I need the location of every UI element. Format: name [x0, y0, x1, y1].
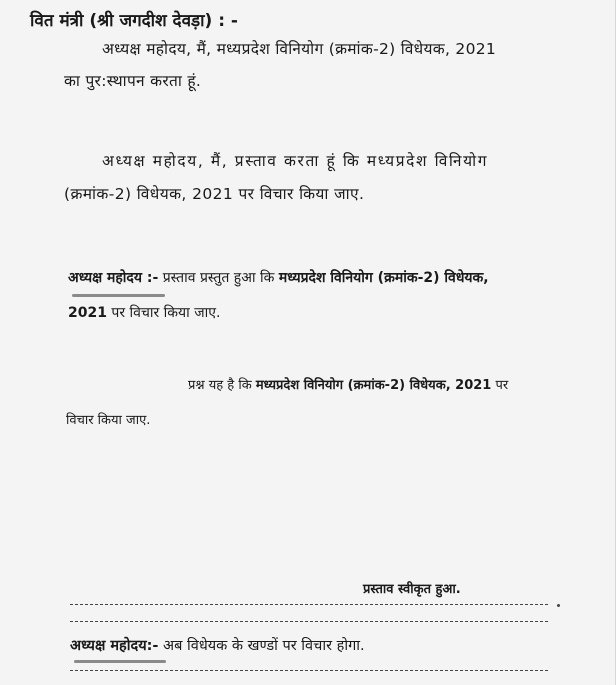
- chair-label-2: अध्यक्ष महोदय:-: [70, 638, 159, 654]
- chair-motion-text: प्रस्ताव प्रस्तुत हुआ कि: [162, 270, 275, 286]
- chair-statement-line-2: [68, 306, 220, 320]
- introduction-line-2: का पुर:स्थापन करता हूं.: [64, 72, 202, 90]
- speaker-heading: वित मंत्री (श्री जगदीश देवड़ा) : -: [30, 11, 238, 31]
- clauses-text: अब विधेयक के खण्डों पर विचार होगा.: [163, 638, 365, 654]
- motion-line-1: अध्यक्ष महोदय, मैं, प्रस्ताव करता हूं कि मध्यप्रदेश विनियोग: [102, 152, 489, 170]
- handwritten-underline: [72, 294, 165, 297]
- motion-accepted: प्रस्ताव स्वीकृत हुआ.: [363, 582, 461, 597]
- separator-dot: [557, 604, 560, 607]
- question-intro: प्रश्न यह है कि: [188, 378, 252, 393]
- bill-year: 2021: [68, 305, 107, 321]
- separator-line-bottom: [70, 670, 548, 671]
- question-bill-name: मध्यप्रदेश विनियोग (क्रमांक-2) विधेयक, 2021: [255, 378, 492, 393]
- motion-line-2: (क्रमांक-2) विधेयक, 2021 पर विचार किया जाए.: [64, 185, 365, 203]
- introduction-line-1: अध्यक्ष महोदय, मैं, मध्यप्रदेश विनियोग (क्रमांक-2) विधेयक, 2021: [102, 40, 497, 58]
- chair-consider-text: पर विचार किया जाए.: [111, 305, 221, 321]
- bill-name: मध्यप्रदेश विनियोग (क्रमांक-2) विधेयक,: [278, 270, 489, 286]
- chair-statement-line-1: [68, 271, 489, 285]
- question-line-2: विचार किया जाए.: [66, 413, 151, 428]
- chair-clauses-statement: [70, 639, 365, 654]
- separator-line-middle: [70, 621, 548, 622]
- handwritten-underline-2: [74, 660, 166, 663]
- question-line-1: [188, 379, 508, 392]
- question-tail: पर: [495, 378, 509, 393]
- chair-label: अध्यक्ष महोदय :-: [68, 270, 159, 286]
- separator-line-top: [70, 604, 548, 605]
